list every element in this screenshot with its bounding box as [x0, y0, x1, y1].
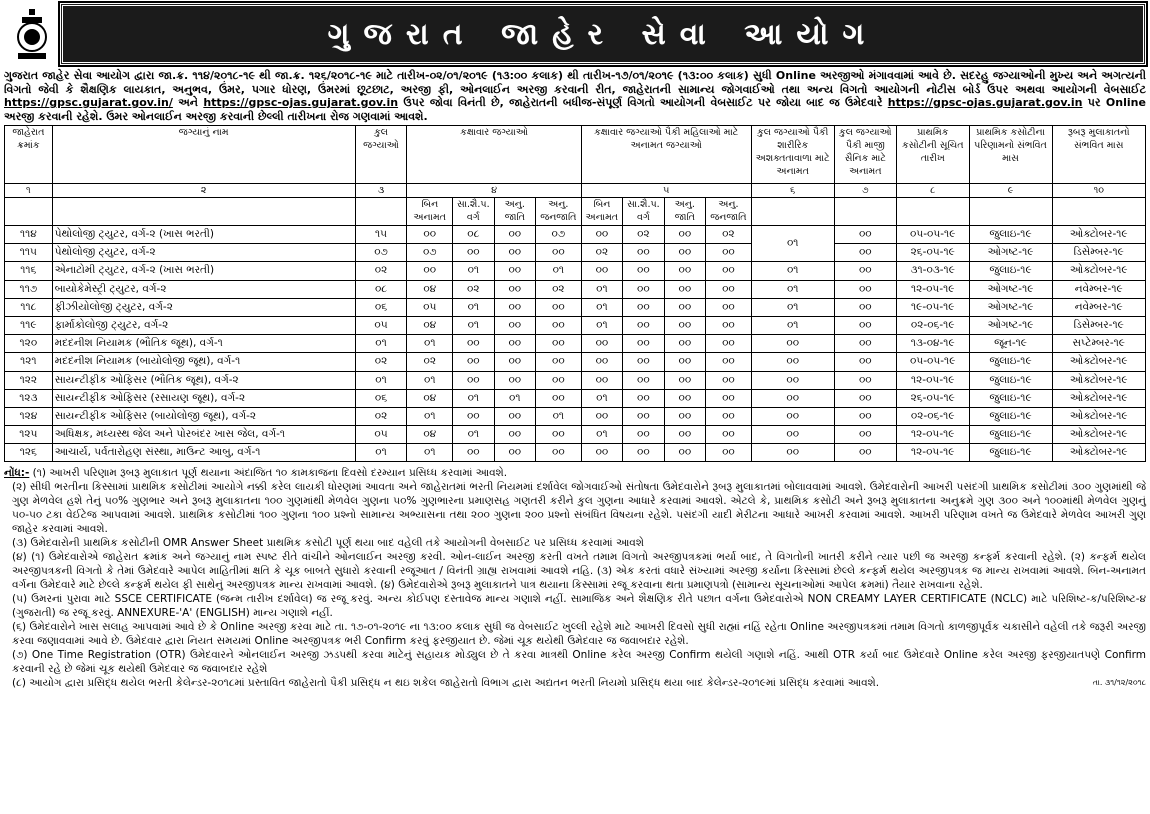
header-category: કક્ષાવાર જગ્યાઓ	[407, 126, 581, 184]
table-cell: ૦૫-૦૫-૧૯	[896, 226, 969, 244]
table-cell: ૦૧	[494, 389, 535, 407]
header-adno: જાહેરાત ક્રમાંક	[5, 126, 53, 184]
colnum: ૧	[5, 184, 53, 198]
table-cell: ૦૦	[664, 244, 705, 262]
table-cell: ૦૦	[623, 353, 664, 371]
note-2: (૨) સીધી ભરતીના કિસ્સામાં પ્રાથમિક કસોટીમાં આયોગે નક્કી કરેલ લાયકી ધોરણમાં આવતા અને જાહેરાતમાં ભરતી નિયમમાં દર્શાવેલ જોગવાઈઓ સંતોષતા ઉમેદવારોને રૂબરૂ મુલાકાતમાં બોલાવવામાં આવશે. ઉમેદવારોની આખરી પસંદગી પ્રાથમિક કસોટીમાં ૩૦૦ ગુણમાંથી જે ગુણ મેળવેલ હશે તેનું ૫૦% ગુણભાર અને રૂબરૂ મુલાકાતના ૧૦૦ ગુણમાંથી મેળવેલ ગુણના ૫૦% ગુણભારના પ્રમાણસહ ગણતરી કરીને કુલ ગુણના આધારે કરવામાં આવશે. એટલે કે, પ્રાથમિક કસોટી અને રૂબરૂ મુલાકાતના અનુક્રમે ગુણ ૩૦૦ અને ૧૦૦માંથી મેળવેલ ગુણનું ૫૦-૫૦ ટકા વેઈટેજ આપવામાં આવશે. પ્રાથમિક કસોટીમાં ૧૦૦ ગુણના ૧૦૦ પ્રશ્નો સામાન્ય અભ્યાસના તથા ૨૦૦ ગુણના ૨૦૦ પ્રશ્નો સંબંધિત વિષયના રહેશે. પસંદગી યાદી મેરીટના આધારે આખરી કરવામાં આવશે. આખરી પરિણામ વખતે જ ઉમેદવારે મેળવેલ આખરી ગુણ જાહેર કરવામાં આવશે.	[12, 481, 1146, 536]
table-cell: ૦૦	[536, 389, 582, 407]
table-cell: ૦૦	[623, 244, 664, 262]
table-cell: ૦૦	[623, 389, 664, 407]
table-cell: ૦૦	[623, 280, 664, 298]
table-cell: ઓક્ટોબર-૧૯	[1052, 444, 1146, 462]
table-cell: ૦૦	[581, 444, 622, 462]
table-cell: ૦૦	[623, 444, 664, 462]
table-cell: ૦૧	[581, 389, 622, 407]
table-cell: ૦૧	[581, 298, 622, 316]
table-cell: ૧૧૬	[5, 262, 53, 280]
table-cell: ૦૦	[834, 316, 896, 334]
table-cell: ૦૨-૦૬-૧૯	[896, 316, 969, 334]
table-cell: પેથોલોજી ટ્યુટર, વર્ગ-૨	[52, 244, 355, 262]
table-cell: ૦૦	[536, 244, 582, 262]
table-cell: ઓક્ટોબર-૧૯	[1052, 371, 1146, 389]
intro-text-4: પર Online અરજી કરવાની રહેશે. ઉમર ઓનલાઈન અરજી કરવાની છેલ્લી તારીખના રોજ ગણવામાં આવશે.	[4, 96, 1146, 123]
table-cell: ૦૭	[407, 244, 453, 262]
table-row	[5, 244, 1146, 262]
table-cell: ૦૦	[751, 353, 834, 371]
table-cell: ડિસેમ્બર-૧૯	[1052, 244, 1146, 262]
table-cell: ૧૨૬	[5, 444, 53, 462]
table-cell: ૦૫	[407, 298, 453, 316]
table-cell: ૧૨૨	[5, 371, 53, 389]
table-cell: ૦૪	[407, 426, 453, 444]
table-row	[5, 371, 1146, 389]
table-cell: ૦૨	[355, 353, 407, 371]
note-5: (૫) ઉમરનાં પુરાવા માટે SSCE CERTIFICATE (જન્મ તારીખ દર્શાવેલ) જ રજૂ કરવું. અન્ય કોઈપણ દસ્તાવેજ માન્ય ગણાશે નહીં. સામાજિક અને શૈક્ષણિક રીતે પછાત વર્ગના ઉમેદવારોએ NON CREAMY LAYER CERTIFICATE (NCLC) માટે પરિશિષ્ટ-ક/પરિશિષ્ટ-૪ (ગુજરાતી) જ રજૂ કરવું. ANNEXURE-'A' (ENGLISH) માન્ય ગણાશે નહીં.	[12, 593, 1146, 620]
colnum: ૭	[834, 184, 896, 198]
notice-date: તા. ૩૧/૧૨/૨૦૧૮	[1092, 678, 1146, 688]
table-row	[5, 280, 1146, 298]
table-cell: ૦૫-૦૫-૧૯	[896, 353, 969, 371]
table-cell: ૦૦	[664, 353, 705, 371]
subheader: સા.શૈ.પ. વર્ગ	[453, 198, 494, 226]
table-cell: ૧૨૦	[5, 335, 53, 353]
table-cell: ૦૦	[623, 371, 664, 389]
table-cell: ૦૪	[407, 316, 453, 334]
table-cell: ૦૦	[581, 353, 622, 371]
gpsc-website-link[interactable]: https://gpsc.gujarat.gov.in/	[4, 96, 173, 109]
table-cell: ૦૧	[536, 262, 582, 280]
table-cell: ૦૦	[706, 316, 752, 334]
table-cell: ૦૦	[751, 389, 834, 407]
table-cell: ૦૦	[751, 444, 834, 462]
page-title: ગુજરાત જાહેર સેવા આયોગ	[60, 3, 1146, 65]
table-cell: ૦૦	[751, 371, 834, 389]
table-cell: ૦૦	[494, 280, 535, 298]
table-cell: ૦૦	[581, 407, 622, 425]
table-cell: જુલાઇ-૧૯	[969, 389, 1052, 407]
header-result: પ્રાથમિક કસોટીના પરિણામનો સંભવિત માસ	[969, 126, 1052, 184]
table-cell: ૦૦	[834, 426, 896, 444]
table-cell: ૧૩-૦૪-૧૯	[896, 335, 969, 353]
notes-label: નોંધ:-	[4, 467, 30, 480]
intro-text-3: ઉપર જોવા વિનંતી છે, જાહેરાતની બધીજ-સંપૂર્ણ વિગતો આયોગની વેબસાઈટ પર જોયા બાદ જ ઉમેદવારે	[403, 96, 883, 109]
header-disabled: કુલ જગ્યાઓ પૈકી શારીરિક અશક્તતાવાળા માટે અનામત	[751, 126, 834, 184]
table-cell: ઓગષ્ટ-૧૯	[969, 298, 1052, 316]
table-cell: ૦૧	[355, 371, 407, 389]
table-cell: ૧૨૫	[5, 426, 53, 444]
table-cell: ૦૦	[623, 407, 664, 425]
table-cell: ૦૦	[494, 371, 535, 389]
table-cell: ૦૭	[355, 244, 407, 262]
table-cell: ૦૦	[536, 426, 582, 444]
table-cell: ૦૧	[453, 389, 494, 407]
table-cell: ૦૧	[581, 280, 622, 298]
table-cell: ૧૧૫	[5, 244, 53, 262]
table-cell: ૨૬-૦૫-૧૯	[896, 389, 969, 407]
note-6: (૬) ઉમેદવારોને ખાસ સલાહ આપવામાં આવે છે કે Online અરજી કરવા માટે તા. ૧૭-૦૧-૨૦૧૯ ના ૧૩:૦૦ કલાક સુધી જ વેબસાઈટ ખુલ્લી રહેશે માટે આખરી દિવસો સુધી રાહ્માં નહિં રહેતા Online અરજીપત્રકમાં તમામ વિગતો કાળજીપૂર્વક ચકાસીને વહેલી તકે જરૂરી અરજી કરવા જણાવવામાં આવે છે. ઉમેદવાર દ્વારા નિયત સમયમાં Online અરજીપત્રક ભરી Confirm કરવું ફરજીયાત છે. જેમાં ચૂક થયેથી ઉમેદવાર જ જવાબદાર રહેશે.	[12, 621, 1146, 648]
table-cell: ૦૦	[623, 298, 664, 316]
table-cell: ૧૧૯	[5, 316, 53, 334]
table-cell: જુલાઇ-૧૯	[969, 426, 1052, 444]
table-cell: ૦૦	[581, 226, 622, 244]
table-cell: એનાટોમી ટ્યુટર, વર્ગ-૨ (ખાસ ભરતી)	[52, 262, 355, 280]
table-cell: ૦૦	[706, 298, 752, 316]
table-cell: ૦૦	[664, 426, 705, 444]
table-cell: ૦૦	[706, 407, 752, 425]
table-cell: ૧૨-૦૫-૧૯	[896, 371, 969, 389]
table-cell: ફીઝીયોલોજી ટ્યુટર, વર્ગ-૨	[52, 298, 355, 316]
table-cell: જુલાઇ-૧૯	[969, 444, 1052, 462]
table-cell: ૦૦	[494, 444, 535, 462]
table-cell: ૦૦	[834, 389, 896, 407]
table-cell: ૦૦	[623, 426, 664, 444]
table-cell: ૦૦	[664, 226, 705, 244]
table-cell: ૦૨-૦૬-૧૯	[896, 407, 969, 425]
table-cell: ૧૨-૦૫-૧૯	[896, 280, 969, 298]
table-cell: ઓક્ટોબર-૧૯	[1052, 262, 1146, 280]
table-cell: ૧૧૪	[5, 226, 53, 244]
table-cell: ૦૨	[706, 226, 752, 244]
table-cell: જૂન-૧૯	[969, 335, 1052, 353]
table-cell: અધિક્ષક, મધ્યસ્થ જેલ અને પોરબંદર ખાસ જેલ, વર્ગ-૧	[52, 426, 355, 444]
table-cell: ૦૦	[706, 389, 752, 407]
table-cell: ૦૦	[834, 371, 896, 389]
note-4: (૪) (૧) ઉમેદવારોએ જાહેરાત ક્રમાંક અને જગ્યાનું નામ સ્પષ્ટ રીતે વાંચીને ઓનલાઈન અરજી કરવી. ઓન-લાઈન અરજી કરતી વખતે તમામ વિગતો અરજીપત્રકમાં ભર્યા બાદ, તે વિગતોની ખાતરી કરીને ત્યાર પછી જ અરજી કન્ફર્મ કરવાની રહેશે. (૨) કન્ફર્મ થયેલ અરજીપત્રકની વિગતો કે તેમાં ઉમેદવારે આપેલ માહિતીમાં ક્ષતિ કે ચૂક બાબતે સુધારો કરવાની રજૂઆત / વિનંતી ગ્રાહ્ય રાખવામાં આવશે નહિ. (૩) એક કરતાં વધારે સંખ્યામાં અરજી કર્યાના કિસ્સામાં છેલ્લે કન્ફર્મ થયેલ અરજીપત્રક જ માન્ય રાખવામાં આવશે. બિન-અનામત વર્ગના ઉમેદવારે માટે છેલ્લે કન્ફર્મ થયેલ ફી સાથેનું અરજીપત્રક માન્ય રાખવામાં આવશે. (૪) ઉમેદવારોએ રૂબરૂ મુલાકાતને પાત્ર થયાના કિસ્સામાં રજૂ કરવાના થતા પ્રમાણપત્રો (સામાન્ય સૂચનાઓમાં આપેલ ક્રમમાં) તૈયાર રાખવાના રહેશે.	[12, 551, 1146, 592]
header-women: કક્ષાવાર જગ્યાઓ પૈકી મહિલાઓ માટે અનામત જગ્યાઓ	[581, 126, 751, 184]
colnum: ૬	[751, 184, 834, 198]
table-cell: ૦૧	[453, 426, 494, 444]
table-cell: ૦૦	[453, 444, 494, 462]
table-cell: ૦૪	[407, 389, 453, 407]
table-cell: ૦૦	[494, 407, 535, 425]
table-cell: ૦૧	[751, 298, 834, 316]
advertisement-page	[4, 2, 1146, 690]
table-cell: ૦૦	[834, 353, 896, 371]
table-cell: ૦૧	[355, 335, 407, 353]
table-cell: ૧૧૮	[5, 298, 53, 316]
table-cell: ૦૦	[536, 371, 582, 389]
table-cell: ૦૨	[581, 244, 622, 262]
note-1: (૧) આખરી પરિણામ રૂબરૂ મુલાકાત પૂર્ણ થયાના અંદાજિત ૧૦ કામકાજના દિવસો દરમ્યાન પ્રસિધ્ધ કરવામાં આવશે.	[32, 467, 508, 480]
table-row	[5, 262, 1146, 280]
table-cell: ૦૧	[355, 444, 407, 462]
table-cell: પેથોલોજી ટ્યુટર, વર્ગ-૨ (ખાસ ભરતી)	[52, 226, 355, 244]
table-cell: ૩૧-૦૩-૧૯	[896, 262, 969, 280]
intro-paragraph	[4, 69, 1146, 123]
table-cell: બાયોકેમેસ્ટ્રી ટ્યુટર, વર્ગ-૨	[52, 280, 355, 298]
subheader: અનુ. જાતિ	[494, 198, 535, 226]
subheader: અનુ. જનજાતિ	[706, 198, 752, 226]
table-cell: નવેમ્બર-૧૯	[1052, 298, 1146, 316]
table-cell: ૧૨૩	[5, 389, 53, 407]
table-cell: ૦૧	[581, 426, 622, 444]
gpsc-emblem-icon	[4, 4, 60, 64]
table-cell: ૦૦	[706, 353, 752, 371]
header-prelim: પ્રાથમિક કસોટીની સૂચિત તારીખ	[896, 126, 969, 184]
table-cell: ૦૦	[453, 371, 494, 389]
subheader: બિન અનામત	[581, 198, 622, 226]
table-cell: ૦૦	[407, 226, 453, 244]
table-cell: મદદનીશ નિયામક (બાયોલોજી જૂથ), વર્ગ-૧	[52, 353, 355, 371]
table-cell: ૦૦	[581, 335, 622, 353]
table-cell: ૦૦	[453, 407, 494, 425]
table-cell: જુલાઇ-૧૯	[969, 353, 1052, 371]
header	[4, 2, 1146, 66]
table-row	[5, 226, 1146, 244]
table-cell: ૦૦	[581, 371, 622, 389]
table-cell: ૦૦	[664, 444, 705, 462]
table-cell: ૦૦	[751, 426, 834, 444]
table-cell: સાયન્ટીફીક ઓફિસર (બાયોલોજી જૂથ), વર્ગ-૨	[52, 407, 355, 425]
table-cell: ૦૦	[407, 262, 453, 280]
colnum: ૫	[581, 184, 751, 198]
table-cell: ૦૨	[407, 353, 453, 371]
table-cell: ૦૦	[494, 244, 535, 262]
table-cell: ૧૯-૦૫-૧૯	[896, 298, 969, 316]
vacancy-rows	[5, 226, 1146, 462]
table-cell: ૦૦	[494, 335, 535, 353]
table-cell: ૦૧	[536, 407, 582, 425]
table-cell: ૦૦	[834, 280, 896, 298]
colnum: ૪	[407, 184, 581, 198]
table-cell: જુલાઇ-૧૯	[969, 226, 1052, 244]
ojas-apply-link[interactable]: https://gpsc-ojas.gujarat.gov.in	[887, 96, 1083, 109]
table-cell: ૧૨-૦૫-૧૯	[896, 426, 969, 444]
table-cell: ઓક્ટોબર-૧૯	[1052, 226, 1146, 244]
table-cell: ૦૦	[664, 298, 705, 316]
note-7: (૭) One Time Registration (OTR) ઉમેદવારને ઓનલાઈન અરજી ઝડપથી કરવા માટેનું સહાયક મોડ્યુલ છે તે કરવા માત્રથી Online કરેલ અરજી Confirm થયેલી ગણાશે નહિં. આથી OTR કર્યા બાદ ઉમેદવારે Online કરેલ અરજી ફરજીયાતપણે Confirm કરવાની રહે છે જેમાં ચૂક થયેથી ઉમેદવાર જ જવાબદાર રહેશે	[12, 649, 1146, 676]
table-row	[5, 389, 1146, 407]
table-cell: ૦૨	[623, 226, 664, 244]
table-cell: ૦૦	[581, 262, 622, 280]
subheader: સા.શૈ.પ. વર્ગ	[623, 198, 664, 226]
table-cell: સાયન્ટીફીક ઓફિસર (રસાયણ જૂથ), વર્ગ-૨	[52, 389, 355, 407]
table-cell: ડિસેમ્બર-૧૯	[1052, 316, 1146, 334]
table-cell: નવેમ્બર-૧૯	[1052, 280, 1146, 298]
table-cell: ૦૫	[355, 426, 407, 444]
table-cell: ૦૦	[664, 262, 705, 280]
table-cell: જુલાઇ-૧૯	[969, 371, 1052, 389]
subheader: અનુ. જાતિ	[664, 198, 705, 226]
table-cell: ૦૭	[536, 226, 582, 244]
table-cell: ૦૧	[751, 226, 834, 262]
table-cell: ૦૧	[581, 316, 622, 334]
table-row	[5, 426, 1146, 444]
table-row	[5, 407, 1146, 425]
table-cell: ૦૦	[453, 244, 494, 262]
table-cell: ૦૬	[355, 298, 407, 316]
table-cell: ૦૧	[751, 262, 834, 280]
table-cell: ૦૦	[834, 226, 896, 244]
intro-text-1: ગુજરાત જાહેર સેવા આયોગ દ્વારા જા.ક્ર. ૧૧૪/૨૦૧૮-૧૯ થી જા.ક્ર. ૧૨૬/૨૦૧૮-૧૯ માટે તારીખ-૦૨/૦૧/૨૦૧૯ (૧૩:૦૦ કલાક) થી તારીખ-૧૭/૦૧/૨૦૧૯ (૧૩:૦૦ કલાક) સુધી Online અરજીઓ મંગાવવામાં આવે છે. સદરહુ જગ્યાઓની મુખ્ય અને અગત્યની વિગતો જેવી કે શૈક્ષણિક લાયકાત, અનુભવ, ઉંમર, પગાર ધોરણ, ઉંમરમાં છૂટછાટ, અરજી ફી, ઓનલાઈન અરજી કરવાની રીત, જાહેરાતની સામાન્ય જોગવાઈઓ તથા અન્ય વિગતો આયોગની નોટીસ બોર્ડ ઉપર અથવા આયોગની વેબસાઈટ	[4, 69, 1146, 96]
table-cell: ઓક્ટોબર-૧૯	[1052, 407, 1146, 425]
table-cell: ૦૨	[355, 407, 407, 425]
table-cell: જુલાઇ-૧૯	[969, 407, 1052, 425]
table-cell: ૦૮	[355, 280, 407, 298]
table-cell: ૧૧૭	[5, 280, 53, 298]
table-cell: ૦૧	[751, 316, 834, 334]
table-cell: ૦૧	[407, 444, 453, 462]
table-cell: ૦૦	[623, 316, 664, 334]
table-row	[5, 316, 1146, 334]
table-cell: ફાર્માકોલોજી ટ્યુટર, વર્ગ-૨	[52, 316, 355, 334]
table-cell: ૦૨	[355, 262, 407, 280]
table-cell: ૦૦	[494, 298, 535, 316]
table-cell: ૦૦	[664, 316, 705, 334]
intro-text-2: અને	[178, 96, 199, 109]
table-cell: ૦૦	[834, 262, 896, 280]
table-cell: ૦૦	[536, 335, 582, 353]
table-cell: ૦૧	[751, 280, 834, 298]
table-cell: ૦૧	[407, 371, 453, 389]
table-row	[5, 444, 1146, 462]
table-cell: ૦૦	[834, 244, 896, 262]
ojas-website-link[interactable]: https://gpsc-ojas.gujarat.gov.in	[203, 96, 399, 109]
colnum: ૯	[969, 184, 1052, 198]
colnum: ૩	[355, 184, 407, 198]
table-cell: ઓક્ટોબર-૧૯	[1052, 353, 1146, 371]
table-cell: ૦૧	[453, 262, 494, 280]
table-cell: ૦૦	[664, 371, 705, 389]
table-cell: ૦૦	[834, 298, 896, 316]
table-cell: ૦૦	[453, 335, 494, 353]
table-cell: ૦૦	[834, 335, 896, 353]
colnum: ૨	[52, 184, 355, 198]
table-cell: ૦૧	[453, 316, 494, 334]
table-cell: જુલાઇ-૧૯	[969, 262, 1052, 280]
table-cell: ૦૦	[706, 280, 752, 298]
table-cell: ૦૦	[494, 316, 535, 334]
table-cell: ૦૦	[706, 426, 752, 444]
table-cell: ઓગષ્ટ-૧૯	[969, 316, 1052, 334]
table-cell: ૦૦	[494, 262, 535, 280]
table-cell: ૦૦	[751, 335, 834, 353]
table-cell: ૦૦	[623, 262, 664, 280]
table-cell: સાયન્ટીફીક ઓફિસર (ભૌતિક જૂથ), વર્ગ-૨	[52, 371, 355, 389]
notes-section	[4, 466, 1146, 690]
table-row	[5, 335, 1146, 353]
table-cell: ઓગષ્ટ-૧૯	[969, 280, 1052, 298]
header-exservice: કુલ જગ્યાઓ પૈકી માજી સૈનિક માટે અનામત	[834, 126, 896, 184]
table-cell: ૦૦	[536, 298, 582, 316]
note-8: (૮) આયોગ દ્વારા પ્રસિદ્ધ થયેલ ભરતી કેલેન્ડર-૨૦૧૮માં પ્રસ્તાવિત જાહેરાતો પૈકી પ્રસિદ્ધ ન થઇ શકેલ જાહેરાતો વિભાગ દ્વારા અદ્યતન ભરતી નિયમો પ્રસિદ્ધ થયા બાદ કેલેન્ડર-૨૦૧૯માં પ્રસિદ્ધ કરવામાં આવશે.	[12, 677, 880, 690]
colnum: ૮	[896, 184, 969, 198]
table-cell: ૦૦	[664, 407, 705, 425]
table-cell: ઓક્ટોબર-૧૯	[1052, 426, 1146, 444]
header-post: જગ્યાનું નામ	[52, 126, 355, 184]
table-cell: ૨૬-૦૫-૧૯	[896, 244, 969, 262]
table-cell: ૦૦	[664, 389, 705, 407]
table-cell: ઓગષ્ટ-૧૯	[969, 244, 1052, 262]
table-cell: ૦૦	[494, 426, 535, 444]
table-row	[5, 353, 1146, 371]
table-cell: ૦૪	[407, 280, 453, 298]
table-cell: ૦૦	[834, 444, 896, 462]
table-cell: ૦૧	[407, 335, 453, 353]
table-cell: ૦૦	[536, 353, 582, 371]
table-cell: ૦૦	[536, 444, 582, 462]
table-cell: ઓક્ટોબર-૧૯	[1052, 389, 1146, 407]
table-cell: ૧૨૪	[5, 407, 53, 425]
table-cell: ૦૦	[834, 407, 896, 425]
table-cell: ૧૨-૦૫-૧૯	[896, 444, 969, 462]
note-3: (૩) ઉમેદવારોની પ્રાથમિક કસોટીની OMR Answer Sheet પ્રાથમિક કસોટી પૂર્ણ થયા બાદ વહેલી તકે આયોગની વેબસાઈટ પર પ્રસિધ્ધ કરવામાં આવશે	[12, 537, 644, 550]
table-cell: ૦૧	[453, 298, 494, 316]
table-cell: ૦૦	[706, 262, 752, 280]
table-cell: મદદનીશ નિયામક (ભૌતિક જૂથ), વર્ગ-૧	[52, 335, 355, 353]
table-cell: ૦૦	[536, 316, 582, 334]
table-cell: ૦૦	[494, 353, 535, 371]
subheader: બિન અનામત	[407, 198, 453, 226]
colnum: ૧૦	[1052, 184, 1146, 198]
header-total: કુલ જગ્યાઓ	[355, 126, 407, 184]
vacancy-table	[4, 125, 1146, 462]
table-cell: ૦૮	[453, 226, 494, 244]
table-cell: ૦૦	[706, 335, 752, 353]
table-row	[5, 298, 1146, 316]
table-cell: ૧૨૧	[5, 353, 53, 371]
table-cell: ૦૦	[664, 280, 705, 298]
table-cell: ૦૦	[494, 226, 535, 244]
table-cell: ૦૦	[706, 244, 752, 262]
subheader: અનુ. જનજાતિ	[536, 198, 582, 226]
table-cell: આચાર્ય, પર્વતારોહણ સંસ્થા, માઉન્ટ આબુ, વર્ગ-૧	[52, 444, 355, 462]
table-cell: ૦૨	[453, 280, 494, 298]
table-cell: ૦૦	[751, 407, 834, 425]
table-cell: ૦૦	[623, 335, 664, 353]
table-cell: ૧૫	[355, 226, 407, 244]
table-cell: ૦૫	[355, 316, 407, 334]
table-cell: ૦૦	[453, 353, 494, 371]
table-cell: સપ્ટેમ્બર-૧૯	[1052, 335, 1146, 353]
table-cell: ૦૦	[706, 444, 752, 462]
table-cell: ૦૨	[536, 280, 582, 298]
header-interview: રૂબરૂ મુલાકાતનો સંભવિત માસ	[1052, 126, 1146, 184]
table-cell: ૦૧	[407, 407, 453, 425]
table-cell: ૦૬	[355, 389, 407, 407]
table-cell: ૦૦	[664, 335, 705, 353]
table-cell: ૦૦	[706, 371, 752, 389]
